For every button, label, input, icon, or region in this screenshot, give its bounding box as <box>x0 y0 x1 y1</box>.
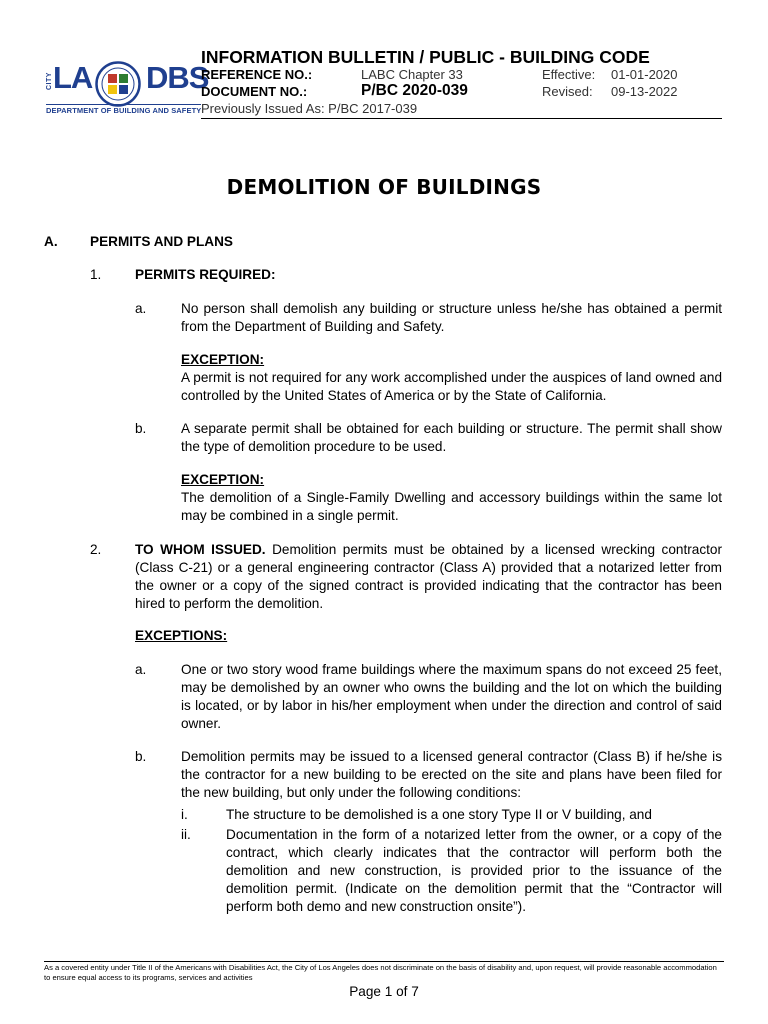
section-a-marker: A. <box>44 234 58 249</box>
previously-issued: Previously Issued As: P/BC 2017-039 <box>201 101 418 116</box>
document-label: DOCUMENT NO.: <box>201 84 308 99</box>
logo-la-text: LA <box>53 60 93 95</box>
item-1b-exception-text: The demolition of a Single-Family Dwelling and accessory buildings within the same lot may be combined in a single permit. <box>181 490 722 523</box>
item-2b-i-marker: i. <box>181 807 188 822</box>
item-1b-marker: b. <box>135 421 147 436</box>
ladbs-logo <box>44 60 209 118</box>
item-1b-exception-heading: EXCEPTION: <box>181 472 265 487</box>
footer-divider <box>44 961 724 962</box>
revised-label: Revised: <box>542 84 593 99</box>
page-number: Page 1 of 7 <box>349 984 419 999</box>
item-2b-i-text: The structure to be demolished is a one story Type II or V building, and <box>226 807 652 822</box>
item-2-heading: TO WHOM ISSUED. <box>135 542 266 557</box>
item-2b-text: Demolition permits may be issued to a licensed general contractor (Class B) if he/she is the contractor for a new building to be erected on the site and plans have been filed for the new building, but only under the following conditions: <box>181 749 722 800</box>
effective-label: Effective: <box>542 67 596 82</box>
item-1b-text: A separate permit shall be obtained for each building or structure. The permit shall show the type of demolition procedure to be used. <box>181 421 722 454</box>
item-1a-marker: a. <box>135 301 147 316</box>
item-2b-marker: b. <box>135 749 147 764</box>
city-seal-icon <box>95 61 141 107</box>
section-a-heading: PERMITS AND PLANS <box>90 234 233 249</box>
item-1a-text: No person shall demolish any building or structure unless he/she has obtained a permit from the Department of Building and Safety. <box>181 301 722 334</box>
item-2-text: Demolition permits must be obtained by a licensed wrecking contractor (Class C-21) or a general engineering contractor (Class A) provided that a notarized letter from the owner or a copy of the signed contract is provided indicating that the contractor has been hired to perform the demolition. <box>135 542 722 611</box>
ada-notice: As a covered entity under Title II of the Americans with Disabilities Act, the City of Los Angeles does not discriminate on the basis of disability and, upon request, will provide reasonable accommodation to ensure equal access to its programs, services and activities <box>44 963 717 982</box>
document-value: P/BC 2020-039 <box>361 82 468 99</box>
effective-value: 01-01-2020 <box>611 67 678 82</box>
item-2a-text: One or two story wood frame buildings where the maximum spans do not exceed 25 feet, may be demolished by an owner who owns the building and the lot on which the building is located, or by labor in his/her employment when under the direction and control of said owner. <box>181 662 722 731</box>
logo-city-text: CITY <box>46 72 53 90</box>
item-2-marker: 2. <box>90 542 102 557</box>
document-title: DEMOLITION OF BUILDINGS <box>226 175 542 199</box>
item-2-paragraph <box>135 541 722 613</box>
logo-department-text: DEPARTMENT OF BUILDING AND SAFETY <box>46 106 202 115</box>
item-1a-exception-text: A permit is not required for any work accomplished under the auspices of land owned and controlled by the United States of America or by the State of California. <box>181 370 722 403</box>
item-2b-ii-text: Documentation in the form of a notarized letter from the owner, or a copy of the contract, which clearly indicates that the contractor will perform both the demolition and new construction, is provided prior to the issuance of the demolition permit. (Indicate on the demolition permit that the “Contractor will perform both demo and new construction onsite”). <box>226 827 722 914</box>
revised-value: 09-13-2022 <box>611 84 678 99</box>
item-1a-exception-heading: EXCEPTION: <box>181 352 265 367</box>
item-2-exceptions-heading: EXCEPTIONS: <box>135 628 228 643</box>
reference-label: REFERENCE NO.: <box>201 67 313 82</box>
logo-dbs-text: DBS <box>146 60 209 95</box>
header-divider <box>201 118 722 119</box>
reference-value: LABC Chapter 33 <box>361 67 463 82</box>
item-2a-marker: a. <box>135 662 147 677</box>
bulletin-title: INFORMATION BULLETIN / PUBLIC - BUILDING CODE <box>201 47 650 67</box>
item-1-marker: 1. <box>90 267 102 282</box>
item-1-heading: PERMITS REQUIRED: <box>135 267 276 282</box>
item-2b-ii-marker: ii. <box>181 827 191 842</box>
